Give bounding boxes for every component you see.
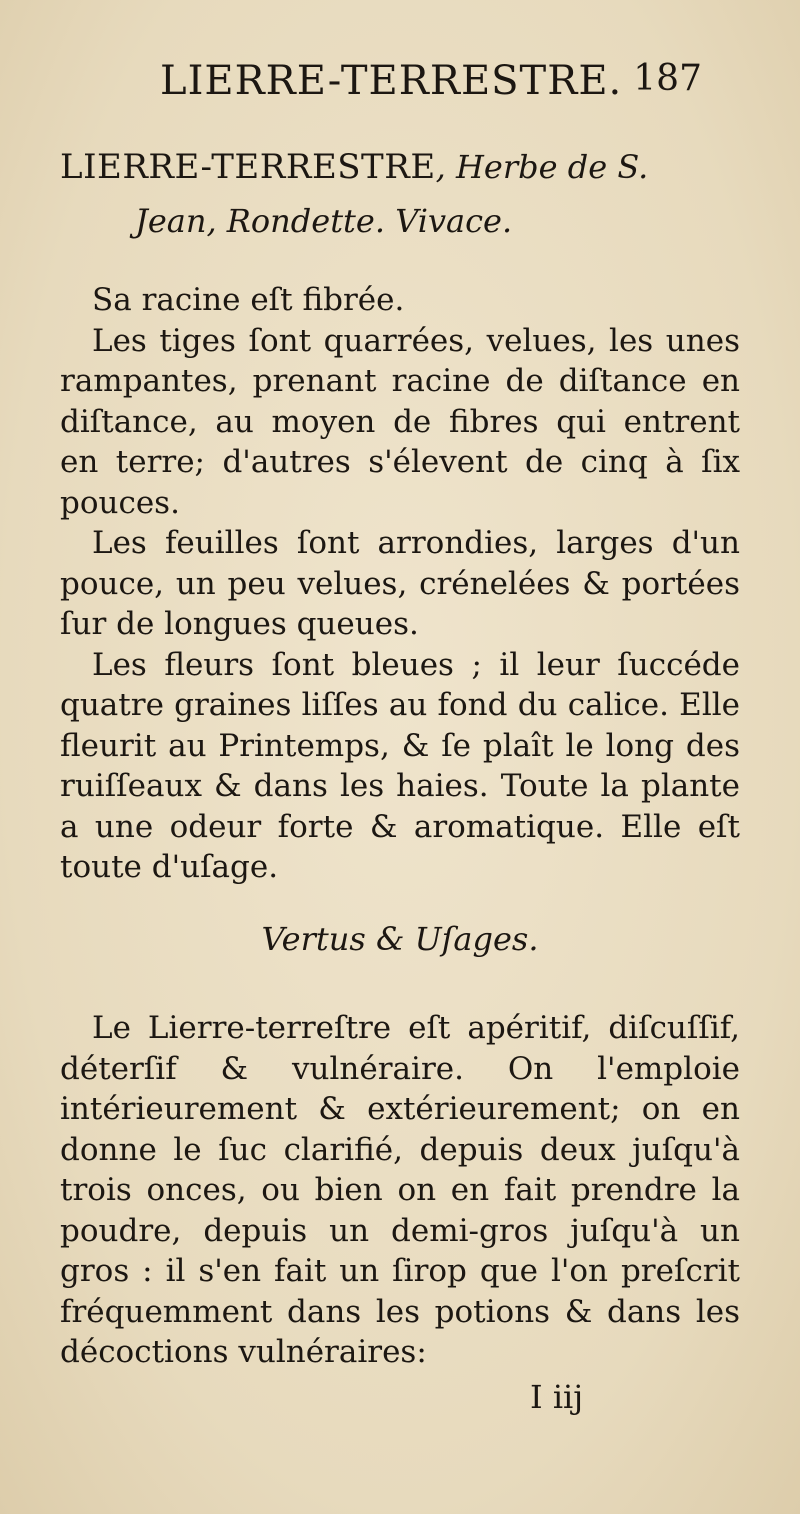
synonyms-line-1: , Herbe de S. [435,148,649,186]
article-heading [60,140,760,248]
paragraph-uses: Le Lierre-terreſtre eſt apéritif, diſcuſſif, déterſif & vulnéraire. On l'emploie intérieurement & extérieurement; on en donne le ſuc clarifié, depuis deux juſqu'à trois onces, ou bien on en fait prendre la poudre, depuis un demi-gros juſqu'à un gros : il s'en fait un ſirop que l'on preſcrit fréquemment dans les potions & dans les décoctions vulnéraires: [60,1010,740,1370]
paragraph-root: Sa racine eſt fibrée. [92,282,405,318]
paragraph-leaves: Les feuilles ſont arrondies, larges d'un pouce, un peu velues, crénelées & portées ſur de longues queues. [60,525,740,642]
synonyms-line-2: Jean, Rondette. Vivace. [135,202,513,240]
running-title: LIERRE-TERRESTRE. [160,58,623,104]
page-number: 187 [633,58,702,99]
signature-mark: I iij [530,1378,584,1416]
running-head [160,58,720,118]
headword: LIERRE-TERRESTRE [60,147,436,187]
section-heading: Vertus & Uſages. [261,920,539,958]
uses-section [60,1008,740,1373]
paragraph-flowers: Les fleurs ſont bleues ; il leur ſuccéde quatre graines liſſes au fond du calice. Elle fleurit au Printemps, & ſe plaît le long des ruiſſeaux & dans les haies. Toute la plante a une odeur forte & aromatique. Elle eſt toute d'uſage. [60,646,740,885]
paragraph-stems: Les tiges ſont quarrées, velues, les unes rampantes, prenant racine de diſtance en diſtance, au moyen de fibres qui entrent en terre; d'autres s'élevent de cinq à ſix pouces. [60,322,740,521]
description-section [60,280,740,888]
